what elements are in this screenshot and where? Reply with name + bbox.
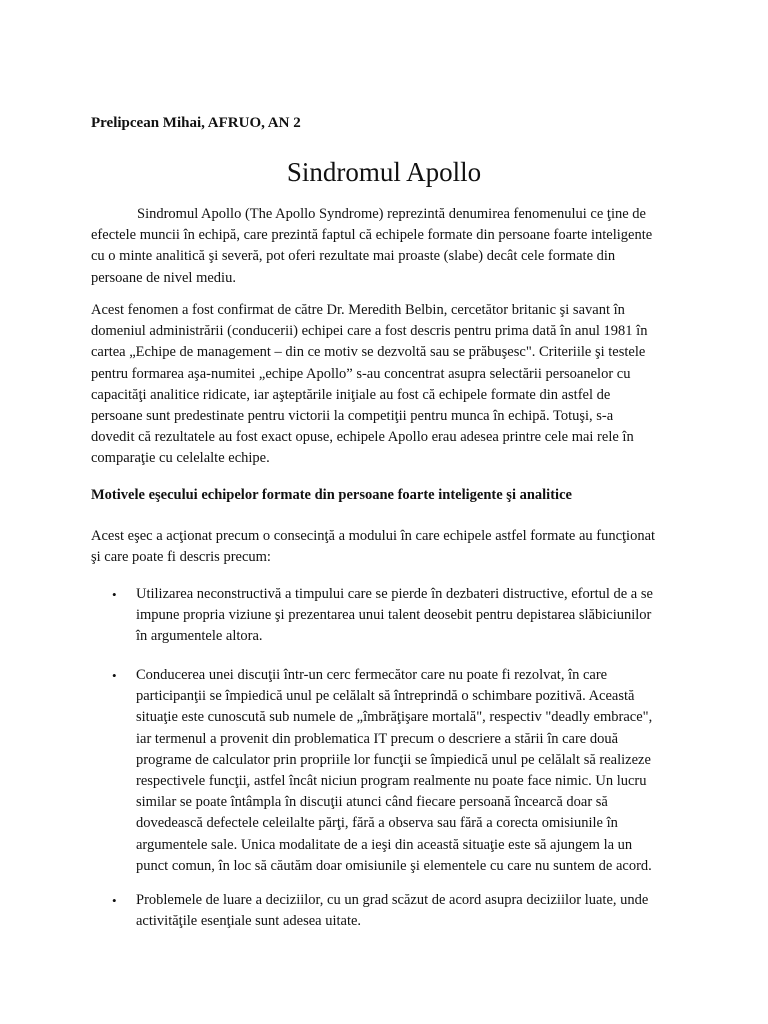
list-item xyxy=(112,665,696,877)
author-line: Prelipcean Mihai, AFRUO, AN 2 xyxy=(91,115,301,131)
section-heading: Motivele eşecului echipelor formate din persoane foarte inteligente şi analitice xyxy=(91,487,572,503)
list-item-line: iar termenul a provenit din problematica IT precum o descriere a stării în care două xyxy=(136,730,619,747)
document-title: Sindromul Apollo xyxy=(286,157,482,187)
bullet-icon: • xyxy=(112,668,117,683)
paragraph-line: comparaţie cu celelalte echipe. xyxy=(91,450,270,467)
paragraph-belbin xyxy=(91,300,691,470)
list-item-line: participanţii se împiedică unul pe celălalt să întreprindă o schimbare pozitivă. Această xyxy=(136,688,635,705)
paragraph-line: dovedit că rezultatele au fost exact opuse, echipele Apollo erau adesea printre cele mai rele în xyxy=(91,429,634,446)
list-item-line: dovedească defectele celeilalte părţi, fără a observa sau fără a corecta omisiunile în xyxy=(136,815,618,832)
paragraph-line: Acest fenomen a fost confirmat de către Dr. Meredith Belbin, cercetător britanic şi savant în xyxy=(91,302,625,318)
list-item-line: punct comun, în loc să căutăm doar omisiunile şi elementele cu care nu suntem de acord. xyxy=(136,857,652,874)
paragraph-line: pentru formarea aşa-numitei „echipe Apollo” s-au concentrat asupra selectării persoanelor cu xyxy=(91,365,631,382)
paragraph-line: cu o minte analitică şi severă, pot oferi rezultate mai proaste (slabe) decât cele formate din xyxy=(91,248,616,265)
paragraph-line: şi care poate fi descris precum: xyxy=(91,549,271,566)
list-item-line: respectivele funcţii, astfel încât niciun program realmente nu poate face nimic. Un lucru xyxy=(136,773,647,790)
paragraph-intro xyxy=(91,204,691,289)
paragraph-line: persoane de nivel mediu. xyxy=(91,269,236,286)
paragraph-line: Sindromul Apollo (The Apollo Syndrome) reprezintă denumirea fenomenului ce ţine de xyxy=(137,206,646,222)
list-item-line: similar se poate întâmpla în discuţii atunci când fiecare persoană încearcă doar să xyxy=(136,794,608,811)
paragraph-line: cartea „Echipe de management – din ce motiv se dezvoltă sau se prăbuşesc". Criteriile şi testele xyxy=(91,344,646,361)
list-item xyxy=(112,890,696,932)
list-item-line: impune propria viziune şi prezentarea unui talent deosebit pentru depistarea slăbiciunilor xyxy=(136,607,652,624)
list-item-line: programe de calculator prin propriile lor funcţii se împiedică unul pe celălalt să realizeze xyxy=(136,751,651,768)
list-item-line: argumentele sale. Unica modalitate de a ieşi din această situaţie este să ajungem la un xyxy=(136,836,633,853)
bullet-icon: • xyxy=(112,893,117,908)
paragraph-line: efectele muncii în echipă, care prezintă faptul că echipele formate din persoane foarte inteligente xyxy=(91,227,653,244)
list-item-line: în argumentele altora. xyxy=(136,628,263,645)
paragraph-line: Acest eşec a acţionat precum o consecinţă a modului în care echipele astfel formate au funcţionat xyxy=(91,528,656,544)
list-item xyxy=(112,584,696,648)
paragraph-line: capacităţi analitice ridicate, iar aşteptările iniţiale au fost că echipele formate din astfel de xyxy=(91,386,611,403)
list-item-line: situaţie este cunoscută sub numele de „îmbrăţişare mortală", respectiv "deadly embrace", xyxy=(136,709,653,726)
list-item-line: Problemele de luare a deciziilor, cu un grad scăzut de acord asupra deciziilor luate, unde xyxy=(136,892,649,908)
list-item-line: Utilizarea neconstructivă a timpului care se pierde în dezbateri distructive, efortul de a se xyxy=(136,586,653,602)
paragraph-line: persoane sunt predestinate pentru victorii la competiţii pentru munca în echipă. Totuşi, s-a xyxy=(91,408,614,425)
bullet-icon: • xyxy=(112,587,117,602)
paragraph-failure xyxy=(91,526,691,568)
list-item-line: activităţile esenţiale sunt adesea uitate. xyxy=(136,913,362,930)
list-item-line: Conducerea unei discuţii într-un cerc fermecător care nu poate fi rezolvat, în care xyxy=(136,667,608,683)
paragraph-line: domeniul administrării (conducerii) echipei care a fost descris pentru prima dată în anul 1981 în xyxy=(91,323,648,340)
